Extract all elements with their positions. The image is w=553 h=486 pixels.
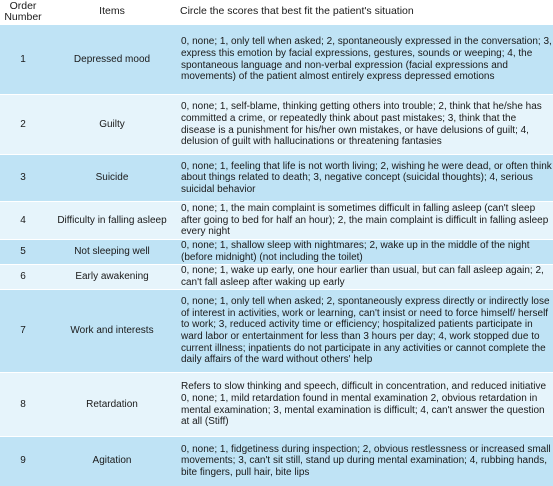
- order-number-cell: 8: [0, 373, 46, 437]
- description-cell: 0, none; 1, wake up early, one hour earlier than usual, but can fall asleep again; 2, can't fall asleep after waking up early: [178, 265, 553, 290]
- table-row: [0, 95, 553, 155]
- description-cell: 0, none; 1, shallow sleep with nightmares; 2, wake up in the middle of the night (before midnight) (not including the toilet): [178, 240, 553, 265]
- item-cell: Early awakening: [46, 265, 178, 290]
- description-cell: 0, none; 1, fidgetiness during inspection; 2, obvious restlessness or increased small movements; 3, can't sit still, stand up during mental examination; 4, rubbing hands, bite fingers, pull hair, bite lips: [178, 437, 553, 486]
- header-row: [0, 0, 553, 25]
- item-cell: Work and interests: [46, 290, 178, 373]
- description-cell: Refers to slow thinking and speech, difficult in concentration, and reduced initiative 0, none; 1, mild retardation found in mental examination 2, obvious retardation in mental examination; 3, mental examination is difficult; 4, can't answer the question at all (Stiff): [178, 373, 553, 437]
- order-number-cell: 2: [0, 95, 46, 155]
- items-header: Items: [46, 0, 178, 25]
- order-number-cell: 9: [0, 437, 46, 486]
- item-cell: Not sleeping well: [46, 240, 178, 265]
- item-cell: Suicide: [46, 155, 178, 202]
- table-row: [0, 265, 553, 290]
- item-cell: Difficulty in falling asleep: [46, 202, 178, 240]
- item-cell: Agitation: [46, 437, 178, 486]
- description-cell: 0, none; 1, only tell when asked; 2, spontaneously express directly or indirectly lose of interest in activities, work or learning, can't insist or need to force himself/ herself to work; 3, reduced activity time or efficiency; hospitalized patients participate in ward labor or entertainment for less than 3 hours per day; 4, work stopped due to current illness; inpatients do not participate in any activities or cannot complete the daily affairs of the ward without others' help: [178, 290, 553, 373]
- order-number-cell: 4: [0, 202, 46, 240]
- table-row: [0, 437, 553, 486]
- description-cell: 0, none; 1, only tell when asked; 2, spontaneously expressed in the conversation; 3, express this emotion by facial expressions, gestures, sounds or weeping; 4, the spontaneous language and non-verbal expression (facial expressions and movements) of the patient almost entirely express depressed emotions: [178, 25, 553, 95]
- description-cell: 0, none; 1, feeling that life is not worth living; 2, wishing he were dead, or often think about things related to death; 3, negative concept (suicidal thoughts); 4, serious suicidal behavior: [178, 155, 553, 202]
- table-row: [0, 290, 553, 373]
- order-number-cell: 3: [0, 155, 46, 202]
- description-header: Circle the scores that best fit the patient's situation: [178, 0, 553, 25]
- table-row: [0, 25, 553, 95]
- order-number-header: Order Number: [0, 0, 46, 25]
- table-row: [0, 373, 553, 437]
- order-number-cell: 6: [0, 265, 46, 290]
- table-row: [0, 202, 553, 240]
- table-row: [0, 155, 553, 202]
- item-cell: Depressed mood: [46, 25, 178, 95]
- table-row: [0, 240, 553, 265]
- item-cell: Retardation: [46, 373, 178, 437]
- order-number-cell: 1: [0, 25, 46, 95]
- description-cell: 0, none; 1, the main complaint is sometimes difficult in falling asleep (can't sleep after going to bed for half an hour); 2, the main complaint is difficult in falling asleep every night: [178, 202, 553, 240]
- item-cell: Guilty: [46, 95, 178, 155]
- order-number-cell: 7: [0, 290, 46, 373]
- description-cell: 0, none; 1, self-blame, thinking getting others into trouble; 2, think that he/she has committed a crime, or repeatedly think about past mistakes; 3, think that the disease is a punishment for his/her own mistakes, or have delusions of guilt; 4, delusion of guilt with hallucinations or threatening fantasies: [178, 95, 553, 155]
- order-number-cell: 5: [0, 240, 46, 265]
